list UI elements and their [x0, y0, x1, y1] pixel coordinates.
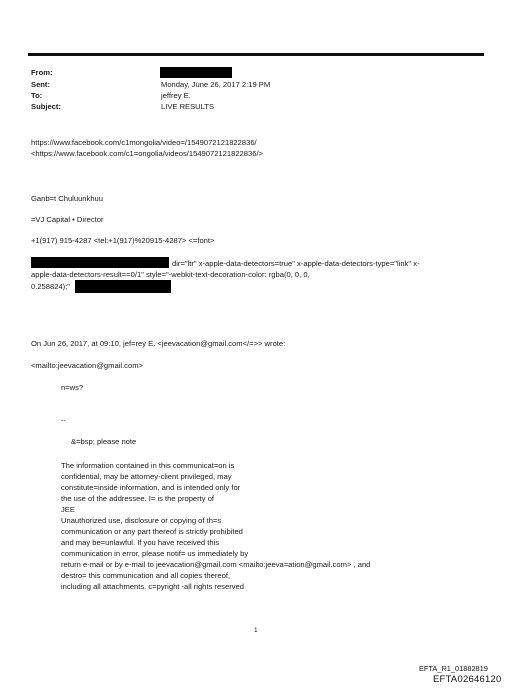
attr-redaction-2	[75, 280, 171, 293]
sent-value: Monday, June 26, 2017 2:19 PM	[161, 80, 271, 89]
disclaimer-line: communication or any part thereof is strictly prohibited	[61, 527, 243, 536]
mailto-link[interactable]: <mailto:jeevacation@gmail.com>	[31, 361, 143, 370]
attr-line-1: dir="ltr" x-apple-data-detectors=true" x-apple-data-detectors-type="link" x-	[172, 259, 420, 268]
disclaimer-line: return e-mail or by e-mail to jeevacation@gmail.com <mailto:jeeva=ation@gmail.com> , and	[61, 560, 371, 569]
disclaimer-line: and may be=unlawful. If you have received this	[61, 538, 220, 547]
attr-line-3: 0.258824);"	[31, 282, 71, 291]
news-line: n=ws?	[61, 383, 84, 392]
from-redaction	[160, 67, 232, 78]
header-rule	[28, 53, 484, 56]
attr-redaction-1	[31, 257, 169, 268]
signature-title: =VJ Capital • Director	[31, 215, 104, 224]
sent-label: Sent:	[31, 80, 50, 89]
page-number: 1	[254, 627, 258, 634]
disclaimer-line: destro= this communication and all copies thereof,	[61, 571, 231, 580]
disclaimer-line: JEE	[61, 505, 75, 514]
subject-value: LIVE RESULTS	[161, 102, 215, 111]
disclaimer-line: The information contained in this communicat=on is	[61, 461, 235, 470]
from-label: From:	[31, 68, 53, 77]
attr-line-2: apple-data-detectors-result==0/1" style="-webkit-text-decoration-color: rgba(0, 0, 0,	[31, 270, 310, 279]
bates-number-1: EFTA_R1_01882819	[419, 664, 488, 673]
to-label: To:	[31, 91, 43, 100]
disclaimer-line: including all attachments. c=pyright -all rights reserved	[61, 582, 244, 591]
disclaimer-line: Unauthorized use, disclosure or copying of th=s	[61, 516, 222, 525]
dashes-line: --	[61, 416, 67, 425]
signature-name: Ganb=t Chuluunkhuu	[31, 194, 103, 203]
disclaimer-line: the use of the addressee. I= is the property of	[61, 494, 215, 503]
facebook-link-alt[interactable]: <https://www.facebook.com/c1=ongolia/videos/1549072121822836/>	[31, 149, 263, 158]
subject-label: Subject:	[31, 102, 61, 111]
signature-phone: +1(917) 915-4287 <tel:+1(917)%20915-4287> <=font>	[31, 236, 215, 245]
quote-intro: On Jun 26, 2017, at 09:10, jef=rey E. <jeevacation@gmail.com</=>> wrote:	[31, 339, 286, 348]
bates-number-2: EFTA02646120	[433, 673, 502, 684]
disclaimer-line: communication in error, please notif= us immediately by	[61, 549, 249, 558]
disclaimer-line: constitute=inside information, and is intended only for	[61, 483, 241, 492]
nbsp-note: &=bsp; please note	[71, 437, 137, 446]
facebook-link[interactable]: https://www.facebook.com/c1mongolia/video=/1549072121822836/	[31, 138, 257, 147]
disclaimer-line: confidential, may be attorney-client privileged, may	[61, 472, 232, 481]
to-value: jeffrey E.	[161, 91, 191, 100]
